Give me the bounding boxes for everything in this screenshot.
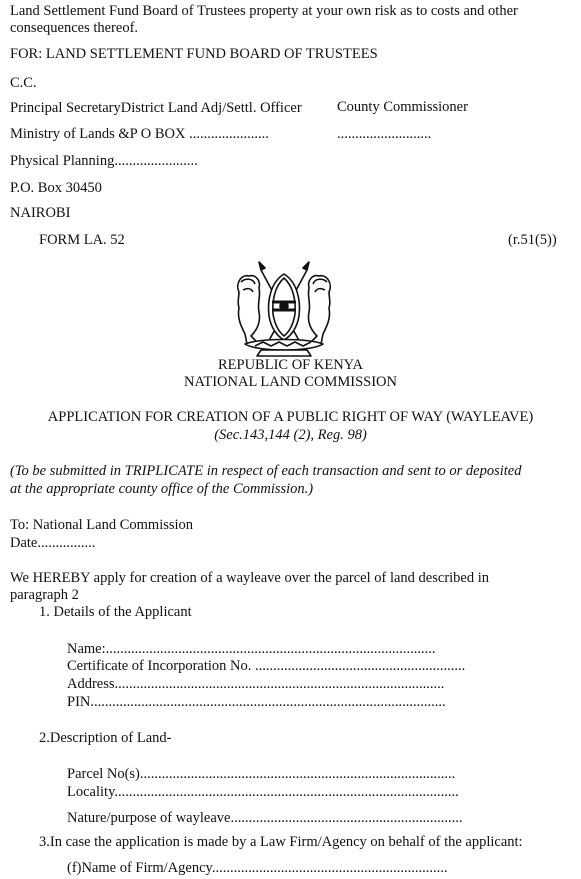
ministry-dots: ..........................: [337, 126, 432, 142]
form-title: APPLICATION FOR CREATION OF A PUBLIC RIGHT OF WAY (WAYLEAVE): [47, 409, 534, 425]
intro-line-2: consequences thereof.: [10, 20, 139, 36]
statement-line-1: We HEREBY apply for creation of a wayleave over the parcel of land described in: [10, 570, 490, 586]
address-field: Address...........................................................................................: [67, 676, 445, 692]
kenya-coat-of-arms-icon: [231, 260, 337, 358]
principal-secretary: Principal SecretaryDistrict Land Adj/Settl. Officer: [10, 100, 302, 116]
cc-label: C.C.: [10, 75, 37, 91]
nature-field: Nature/purpose of wayleave................................................................: [67, 810, 463, 826]
form-number: FORM LA. 52: [39, 232, 125, 248]
pin-field: PIN..................................................................................................: [67, 694, 446, 710]
firm-name-field: (f)Name of Firm/Agency.................................................................: [67, 860, 448, 876]
section-1-heading: 1. Details of the Applicant: [39, 604, 192, 620]
locality-field: Locality...............................................................................................: [67, 784, 459, 800]
county-commissioner: County Commissioner: [337, 99, 468, 115]
section-reference: (Sec.143,144 (2), Reg. 98): [214, 427, 367, 443]
intro-line-1: Land Settlement Fund Board of Trustees property at your own risk as to costs and other: [10, 3, 518, 19]
ministry-line: Ministry of Lands &P O BOX ......................: [10, 126, 269, 142]
instruction-line-1: (To be submitted in TRIPLICATE in respect of each transaction and sent to or deposited: [10, 463, 522, 479]
instruction-line-2: at the appropriate county office of the Commission.): [10, 481, 314, 497]
rule-reference: (r.51(5)): [508, 232, 557, 248]
certificate-field: Certificate of Incorporation No. ..........................................................: [67, 658, 466, 674]
addressee: To: National Land Commission: [10, 517, 194, 533]
republic-heading: REPUBLIC OF KENYA: [217, 357, 363, 373]
po-box: P.O. Box 30450: [10, 180, 102, 196]
section-3-heading: 3.In case the application is made by a Law Firm/Agency on behalf of the applicant:: [39, 834, 523, 850]
section-2-heading: 2.Description of Land-: [39, 730, 172, 746]
physical-planning: Physical Planning.......................: [10, 153, 198, 169]
nairobi: NAIROBI: [10, 205, 71, 221]
for-line: FOR: LAND SETTLEMENT FUND BOARD OF TRUSTEES: [10, 46, 378, 62]
parcel-field: Parcel No(s).......................................................................................: [67, 766, 456, 782]
commission-heading: NATIONAL LAND COMMISSION: [184, 374, 397, 390]
name-field: Name:...........................................................................................: [67, 641, 436, 657]
date-field: Date................: [10, 535, 96, 551]
statement-line-2: paragraph 2: [10, 587, 79, 603]
